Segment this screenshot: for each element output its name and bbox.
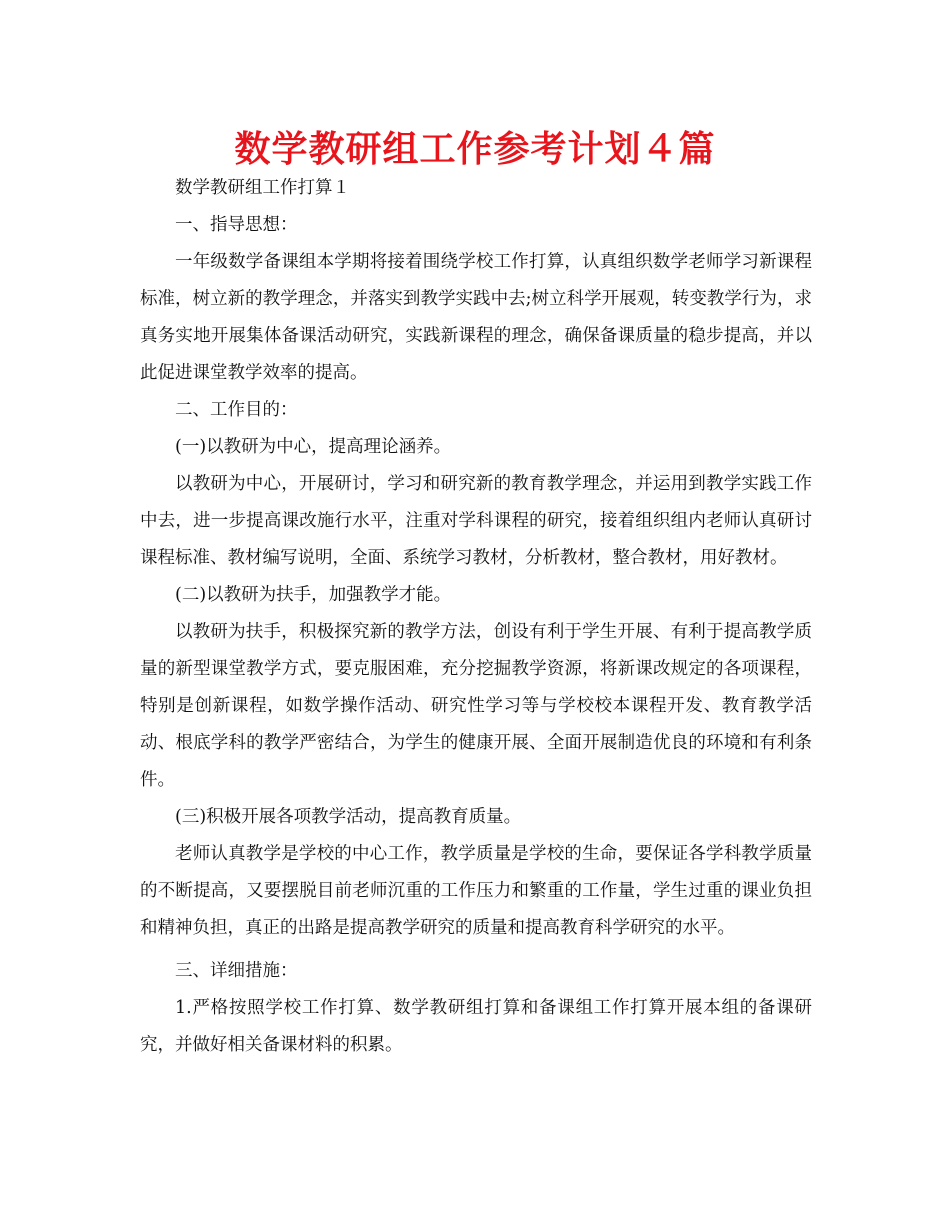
section-heading-guiding-thought: 一、指导思想： — [175, 215, 298, 235]
section-heading-plan-1: 数学教研组工作打算１ — [175, 178, 350, 198]
paragraph-goal-1: 以教研为中心，开展研讨，学习和研究新的教育教学理念，并运用到教学实践工作中去，进一步提高课改施行水平，注重对学科课程的研究，接着组织组内老师认真研讨课程标准、教材编写说明，全面、系统学习教材，分析教材，整合教材，用好教材。 — [140, 474, 812, 568]
section-heading-measures: 三、详细措施： — [175, 961, 298, 981]
page-title: 数学教研组工作参考计划４篇 — [234, 129, 716, 170]
paragraph-goal-3: 老师认真教学是学校的中心工作，教学质量是学校的生命，要保证各学科教学质量的不断提高，又要摆脱目前老师沉重的工作压力和繁重的工作量，学生过重的课业负担和精神负担，真正的出路是提高教学研究的质量和提高教育科学研究的水平。 — [140, 844, 812, 938]
document-body — [140, 170, 812, 1064]
paragraph-guiding-thought: 一年级数学备课组本学期将接着围绕学校工作打算，认真组织数学老师学习新课程标准，树立新的教学理念，并落实到教学实践中去;树立科学开展观，转变教学行为，求真务实地开展集体备课活动研究，实践新课程的理念，确保备课质量的稳步提高，并以此促进课堂教学效率的提高。 — [140, 252, 812, 383]
paragraph-goal-2: 以教研为扶手，积极探究新的教学方法，创设有利于学生开展、有利于提高教学质量的新型课堂教学方式，要克服困难，充分挖掘教学资源，将新课改规定的各项课程，特别是创新课程，如数学操作活动、研究性学习等与学校校本课程开发、教育教学活动、根底学科的教学严密结合，为学生的健康开展、全面开展制造优良的环境和有利条件。 — [140, 622, 812, 790]
subheading-goal-1: (一)以教研为中心，提高理论涵养。 — [175, 437, 452, 457]
subheading-goal-3: (三)积极开展各项教学活动，提高教育质量。 — [175, 807, 522, 827]
section-heading-work-goals: 二、工作目的： — [175, 400, 298, 420]
paragraph-measure-1: 1.严格按照学校工作打算、数学教研组打算和备课组工作打算开展本组的备课研究，并做好相关备课材料的积累。 — [140, 998, 812, 1055]
subheading-goal-2: (二)以教研为扶手，加强教学才能。 — [175, 585, 452, 605]
